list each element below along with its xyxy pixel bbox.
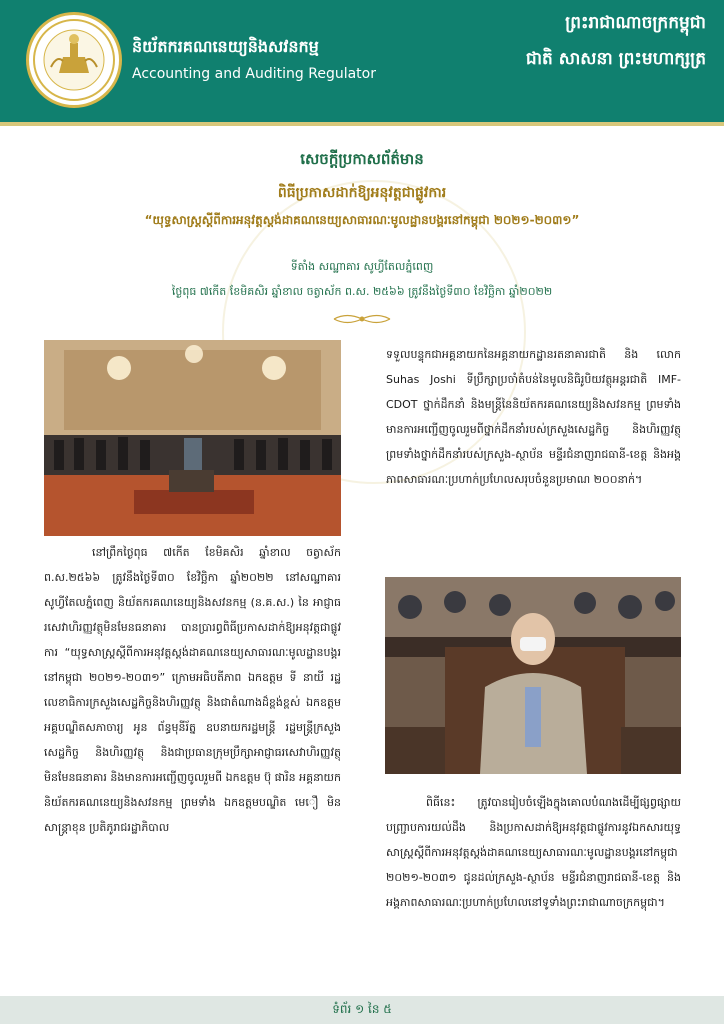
header-bar	[0, 0, 724, 122]
date-line: ថ្ងៃពុធ ៧កើត ខែមិគសិរ ឆ្នាំខាល ចត្វាស័ក ព.ស. ២៥៦៦ ត្រូវនឹងថ្ងៃទី៣០ ខែវិច្ឆិកា ឆ្នាំ២០២២	[171, 285, 553, 298]
org-name-kh: និយ័តករគណនេយ្យនិងសវនកម្ម	[132, 37, 319, 56]
event-photo-guest	[385, 577, 681, 774]
title-line2: “យុទ្ធសាស្រ្តស្តីពីការអនុវត្តស្តង់ដាគណនេយ្យសាធារណៈមូលដ្ឋានបង្គរនៅកម្ពុជា ២០២១-២០៣១”	[144, 213, 580, 227]
motto-line1: ព្រះរាជាណាចក្រកម្ពុជា	[565, 13, 706, 33]
ornament-divider	[332, 312, 392, 326]
paragraph-left: នៅព្រឹកថ្ងៃពុធ ៧កើត ខែមិគសិរ ឆ្នាំខាល ចត្វាស័ក ព.ស.២៥៦៦ ត្រូវនឹងថ្ងៃទី៣០ ខែវិច្ឆិកា ឆ្នាំ២០២២ នៅសណ្ឋាគារ សូហ្វីតែលភ្នំពេញ និយ័តករគណនេយ្យនិងសវនកម្ម (ន.គ.ស.) នៃ អាជ្ញាធរសេវាហិរញ្ញវត្ថុមិនមែនធនាគារ បានប្រារព្ធពិធីប្រកាសដាក់ឱ្យអនុវត្តជាផ្លូវការ “យុទ្ធសាស្រ្តស្តីពីការអនុវត្តស្តង់ដាគណនេយ្យសាធារណៈមូលដ្ឋានបង្គរនៅកម្ពុជា ២០២១-២០៣១” ក្រោមអធិបតីភាព ឯកឧត្តម ទី នាយី រដ្ឋលេខាធិការក្រសួងសេដ្ឋកិច្ចនិងហិរញ្ញវត្ថុ និងជាតំណាងដ៏ខ្ពង់ខ្ពស់ ឯកឧត្តមអគ្គបណ្ឌិតសភាចារ្យ អូន ព័ន្ធមុនីរ័ត្ន ឧបនាយករដ្ឋមន្រ្តី រដ្ឋមន្រ្តីក្រសួងសេដ្ឋកិច្ច និងហិរញ្ញវត្ថុ និងជាប្រធានក្រុមប្រឹក្សាអាជ្ញាធរសេវាហិរញ្ញវត្ថុមិនមែនធនាគារ និងមានការអញ្ជើញចូលរួមពី ឯកឧត្តម ប៊ុ ផារិន អគ្គនាយកនិយ័តករគណនេយ្យនិងសវនកម្ម ព្រមទាំង ឯកឧត្តមបណ្ឌិត មេឿ មិនសាន្ត្រាខុន ប្រតិភូរាជរដ្ឋាភិបាល	[44, 546, 341, 834]
event-photo-hall	[44, 340, 341, 536]
paragraph-right-top: ទទួលបន្ទុកជាអគ្គនាយកនៃអគ្គនាយកដ្ឋានរតនាគារជាតិ និង លោក Suhas Joshi ទីប្រឹក្សាប្រចាំតំបន់នៃមូលនិធិរូបិយវត្ថុអន្តរជាតិ IMF-CDOT ថ្នាក់ដឹកនាំ និងមន្រ្តីនៃនិយ័តករគណនេយ្យនិងសវនកម្ម ព្រមទាំងមានការអញ្ជើញចូលរួមពីថ្នាក់ដឹកនាំរបស់ក្រសួងសេដ្ឋកិច្ច និងហិរញ្ញវត្ថុ ព្រមទាំងថ្នាក់ដឹកនាំរបស់ក្រសួង-ស្ថាប័ន មន្ទីរជំនាញរាជធានី-ខេត្ត និងអង្គភាពសាធារណៈប្រហាក់ប្រហែលសរុបចំនួនប្រមាណ ២០០នាក់។	[386, 348, 681, 486]
logo	[26, 12, 122, 108]
venue-line: ទីតាំង សណ្ឋាគារ សូហ្វីតែលភ្នំពេញ	[290, 260, 434, 273]
title-line1: ពិធីប្រកាសដាក់ឱ្យអនុវត្តជាផ្លូវការ	[277, 185, 447, 201]
org-name-en: Accounting and Auditing Regulator	[132, 66, 376, 82]
paragraph-right-bottom: ពិធីនេះ ត្រូវបានរៀបចំឡើងក្នុងគោលបំណងដើម្បីផ្សព្វផ្សាយ បញ្ជ្រាបការយល់ដឹង និងប្រកាសដាក់ឱ្យអនុវត្តជាផ្លូវការនូវឯកសារយុទ្ធសាស្រ្តស្តីពីការអនុវត្តស្តង់ដាគណនេយ្យសាធារណៈមូលដ្ឋានបង្គរនៅកម្ពុជា ២០២១-២០៣១ ជូនដល់ក្រសួង-ស្ថាប័ន មន្ទីរជំនាញរាជធានី-ខេត្ត និងអង្គភាពសាធារណៈប្រហាក់ប្រហែលនៅទូទាំងព្រះរាជាណាចក្រកម្ពុជា។	[386, 796, 681, 909]
header-divider	[0, 122, 724, 126]
document-heading: សេចក្តីប្រកាសព័ត៌មាន	[300, 150, 424, 168]
page-number: ទំព័រ ១ នៃ ៥	[332, 1002, 392, 1016]
motto-line2: ជាតិ សាសនា ព្រះមហាក្សត្រ	[525, 49, 706, 69]
